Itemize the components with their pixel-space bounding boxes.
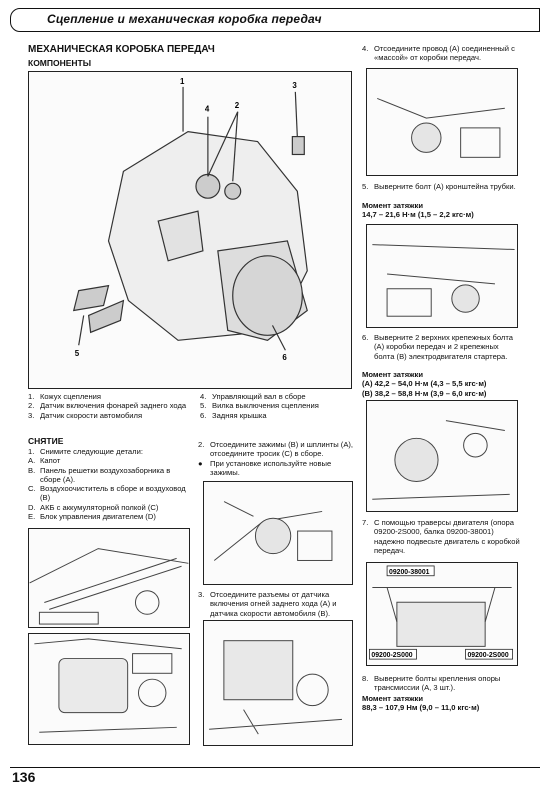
- gearshift-cable-photo: [203, 481, 353, 585]
- section-title: МЕХАНИЧЕСКАЯ КОРОБКА ПЕРЕДАЧ: [28, 44, 215, 55]
- component-legend-right: [200, 392, 350, 420]
- step-3-text: Отсоедините разъемы от датчика включения огней заднего хода (А) и датчика скорости автомобиля (B).: [210, 590, 337, 618]
- removal-step: E. Блок управления двигателем (D): [28, 512, 156, 522]
- fig7-label-b: 09200-2S000: [371, 652, 413, 660]
- hood-panel-drawing: [29, 529, 189, 627]
- transmission-illustration: [29, 72, 351, 388]
- legend-item: 6. Задняя крышка: [200, 410, 267, 420]
- step-5: 5. Выверните болт (А) кронштейна трубки.: [362, 182, 520, 191]
- subsection-title: КОМПОНЕНТЫ: [28, 58, 92, 68]
- gearshift-cable-drawing: [204, 482, 352, 584]
- removal-step: B. Панель решетки воздухозаборника в сборе (А).: [28, 465, 171, 484]
- step-5-text: Выверните болт (А) кронштейна трубки.: [374, 182, 516, 191]
- legend-item: 4. Управляющий вал в сборе: [200, 392, 306, 401]
- callout-4: 4: [204, 104, 210, 114]
- removal-step: D. АКБ с аккумуляторной полкой (C): [28, 502, 159, 512]
- fig7-label-a: 09200-38001: [389, 568, 430, 576]
- removal-steps: [28, 447, 188, 521]
- legend-item: 5. Вилка выключения сцепления: [200, 401, 319, 411]
- torque-label-3: Момент затяжки: [362, 694, 424, 703]
- step-4: 4. Отсоедините провод (А) соединенный с «массой» от коробки передач.: [362, 44, 520, 63]
- torque-value-2b: (B) 38,2 – 58,8 Н·м (3,9 – 6,0 кгс·м): [362, 388, 487, 398]
- footer-rule: [10, 767, 540, 768]
- removal-step: 1. Снимите следующие детали:: [28, 447, 143, 456]
- callout-1: 1: [180, 76, 185, 86]
- hood-panel-photo: [28, 528, 190, 628]
- ground-wire-photo: [366, 68, 518, 176]
- header-title: Сцепление и механическая коробка передач: [47, 12, 322, 26]
- step-7-text: С помощью траверсы двигателя (опора 09200-2S000, балка 09200-38001) надежно подвесьте двигатель с коробкой передач.: [374, 518, 520, 555]
- legend-item: 2. Датчик включения фонарей заднего хода: [28, 401, 187, 411]
- component-legend-left: [28, 392, 188, 420]
- removal-step: A. Капот: [28, 456, 61, 466]
- removal-title: СНЯТИЕ: [28, 436, 64, 446]
- torque-spec-3: [362, 694, 522, 713]
- callout-2: 2: [234, 100, 240, 110]
- removal-step: C. Воздухоочиститель в сборе и воздуховод (B): [28, 484, 186, 503]
- torque-spec-2: [362, 370, 522, 398]
- legend-item: 3. Датчик скорости автомобиля: [28, 410, 143, 420]
- page-number: 136: [12, 769, 36, 785]
- mount-bolts-drawing: [367, 401, 517, 511]
- step-4-text: Отсоедините провод (А) соединенный с «массой» от коробки передач.: [374, 44, 515, 63]
- callout-5: 5: [74, 349, 80, 359]
- engine-bay-photo: [28, 633, 190, 745]
- fig7-label-c: 09200-2S000: [467, 652, 509, 660]
- sensor-connectors-photo: [203, 620, 353, 746]
- step-8-text: Выверните болты крепления опоры трансмиссии (А, 3 шт.).: [374, 674, 501, 693]
- legend-item: 1. Кожух сцепления: [28, 392, 102, 401]
- torque-label-2: Момент затяжки: [362, 370, 424, 379]
- torque-label-1: Момент затяжки: [362, 201, 424, 210]
- torque-value-2a: (А) 42,2 – 54,0 Н·м (4,3 – 5,5 кгс·м): [362, 379, 487, 389]
- engine-bay-drawing: [29, 634, 189, 744]
- callout-6: 6: [282, 353, 287, 363]
- step-2-note: При установке используйте новые зажимы.: [210, 458, 332, 477]
- transmission-components-figure: [28, 71, 352, 389]
- page-header: [10, 8, 540, 32]
- step-6: 6. Выверните 2 верхних крепежных болта (А) коробки передач и 2 крепежных болта (В) электродвигателя стартера.: [362, 333, 520, 361]
- pipe-bracket-photo: [366, 224, 518, 328]
- mount-bolts-photo: [366, 400, 518, 512]
- ground-wire-drawing: [367, 69, 517, 175]
- sensor-connectors-drawing: [204, 621, 352, 745]
- engine-support-photo: [366, 562, 518, 666]
- step-2-text: Отсоедините зажимы (B) и шплинты (А), отсоедините тросик (С) в сборе.: [210, 440, 354, 459]
- engine-support-drawing: [367, 563, 517, 665]
- step-6-text: Выверните 2 верхних крепежных болта (А) коробки передач и 2 крепежных болта (В) электродвигателя стартера.: [374, 333, 513, 361]
- torque-spec-1: [362, 201, 522, 220]
- pipe-bracket-drawing: [367, 225, 517, 327]
- torque-value-3: 88,3 – 107,9 Нм (9,0 – 11,0 кгс·м): [362, 703, 480, 713]
- step-8: 8. Выверните болты крепления опоры трансмиссии (А, 3 шт.).: [362, 674, 520, 693]
- step-7: 7. С помощью траверсы двигателя (опора 09200-2S000, балка 09200-38001) надежно подвесьте двигатель с коробкой передач.: [362, 518, 520, 555]
- callout-3: 3: [292, 80, 297, 90]
- step-3: 3. Отсоедините разъемы от датчика включения огней заднего хода (А) и датчика скорости автомобиля (B).: [198, 590, 356, 618]
- torque-value-1: 14,7 – 21,6 Н·м (1,5 – 2,2 кгс·м): [362, 210, 474, 220]
- step-2: 2. Отсоедините зажимы (B) и шплинты (А), отсоедините тросик (С) в сборе. ● При установке используйте новые зажимы.: [198, 440, 356, 477]
